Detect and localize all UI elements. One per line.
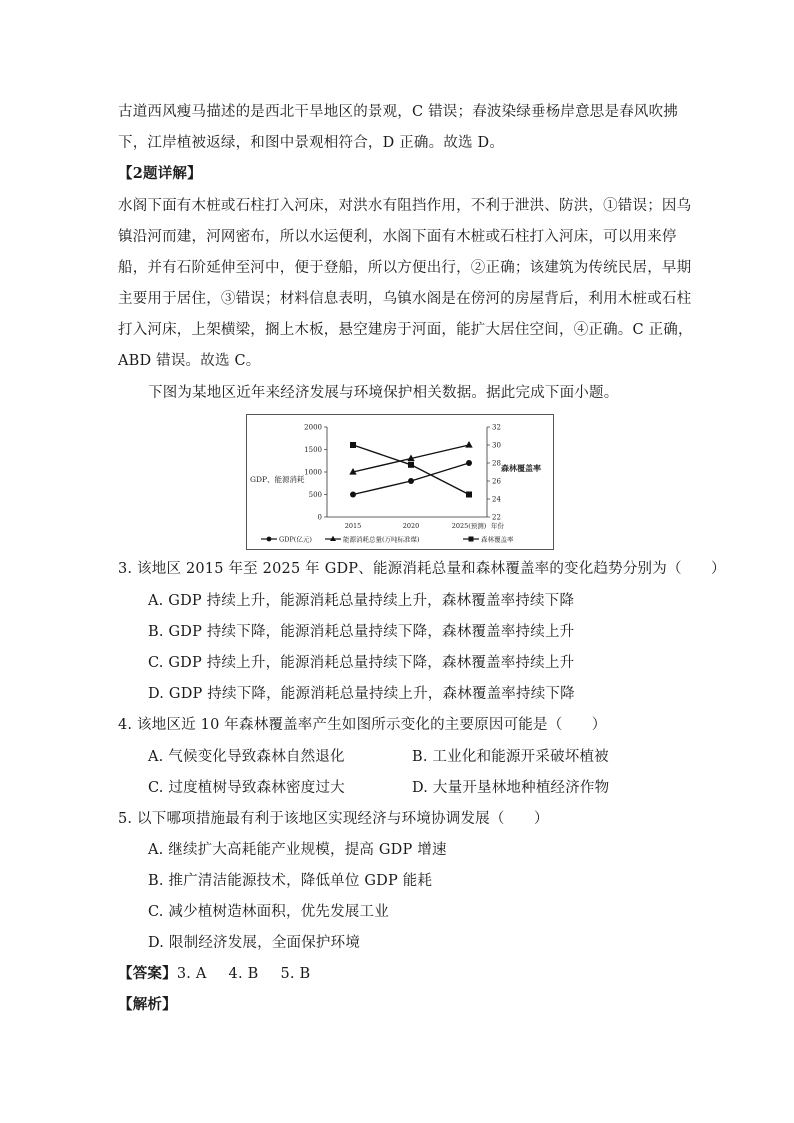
question-3-option-d: D. GDP 持续下降，能源消耗总量持续上升，森林覆盖率持续下降 (148, 686, 575, 702)
y-left-tick-label: 500 (308, 491, 322, 499)
legend-label: GDP(亿元) (279, 535, 312, 544)
question-5-stem: 5. 以下哪项措施最有利于该地区实现经济与环境协调发展（ ） (118, 811, 549, 827)
answer-item: 5. B (280, 966, 311, 982)
series-line-square (353, 445, 469, 495)
chart (246, 414, 554, 550)
legend-marker-square (469, 537, 474, 542)
explanation-line: 水阁下面有木桩或石柱打入河床，对洪水有阻挡作用，不利于泄洪、防洪，①错误；因乌 (118, 198, 692, 214)
y-left-tick-label: 2000 (304, 423, 322, 432)
question-5-option-d: D. 限制经济发展，全面保护环境 (148, 935, 361, 951)
y-right-tick-label: 28 (492, 459, 501, 468)
explanation-line: ABD 错误。故选 C。 (118, 353, 261, 369)
question-4-option-d: D. 大量开垦林地种植经济作物 (412, 780, 610, 796)
data-point-square (408, 462, 414, 468)
question-4-option-a: A. 气候变化导致森林自然退化 (148, 749, 345, 765)
y-left-tick-label: 1500 (304, 446, 322, 454)
question-5-option-a: A. 继续扩大高耗能产业规模，提高 GDP 增速 (148, 842, 447, 858)
data-point-circle (408, 478, 414, 484)
x-tick-label: 2015 (344, 522, 362, 530)
question-4-option-b: B. 工业化和能源开采破坏植被 (412, 749, 609, 765)
x-tick-label: 2020 (402, 522, 420, 530)
data-point-circle (466, 460, 472, 466)
explanation-line: 镇沿河而建，河网密布，所以水运便利，水阁下面有木桩或石柱打入河床，可以用来停 (118, 229, 677, 245)
y-axis-label-right: 森林覆盖率 (501, 463, 541, 473)
y-right-tick-label: 24 (492, 495, 501, 504)
y-right-tick-label: 32 (492, 423, 501, 432)
data-point-triangle (465, 441, 472, 448)
explanation-line: 下，江岸植被返绿，和图中景观相符合，D 正确。故选 D。 (118, 135, 505, 151)
question-5-option-b: B. 推广清洁能源技术，降低单位 GDP 能耗 (148, 873, 433, 889)
question-4-stem: 4. 该地区近 10 年森林覆盖率产生如图所示变化的主要原因可能是（ ） (118, 717, 607, 733)
section-heading: 【2题详解】 (118, 165, 202, 182)
y-right-tick-label: 30 (492, 441, 501, 450)
question-5-option-c: C. 减少植树造林面积，优先发展工业 (148, 904, 389, 920)
x-axis-label: 年份 (491, 522, 504, 530)
question-3-stem: 3. 该地区 2015 年至 2025 年 GDP、能源消耗总量和森林覆盖率的变化趋势分别为（ ） (118, 561, 726, 577)
y-right-tick-label: 22 (492, 513, 501, 522)
explanation-line: 船，并有石阶延伸至河中，便于登船，所以方便出行，②正确；该建筑为传统民居，早期 (118, 260, 692, 276)
answer-item: 3. A (176, 966, 207, 982)
y-left-tick-label: 0 (317, 513, 322, 522)
answer-item: 4. B (228, 966, 259, 982)
answer-label: 【答案】 (118, 965, 177, 982)
x-tick-label: 2025(预测) (451, 522, 487, 530)
answer-line (118, 964, 310, 984)
question-3-option-b: B. GDP 持续下降，能源消耗总量持续下降，森林覆盖率持续上升 (148, 624, 575, 640)
question-3-option-c: C. GDP 持续上升，能源消耗总量持续下降，森林覆盖率持续上升 (148, 655, 575, 671)
legend-marker-circle (267, 537, 272, 542)
question-intro: 下图为某地区近年来经济发展与环境保护相关数据。据此完成下面小题。 (148, 385, 619, 401)
y-left-tick-label: 1000 (304, 468, 322, 477)
legend-label: 能源消耗总量(万吨标准煤) (343, 535, 420, 544)
y-axis-label-left: GDP、能源消耗 (250, 475, 305, 484)
y-right-tick-label: 26 (492, 477, 501, 486)
analysis-heading: 【解析】 (118, 996, 177, 1013)
explanation-line: 主要用于居住，③错误；材料信息表明，乌镇水阁是在傍河的房屋背后，利用木桩或石柱 (118, 291, 692, 307)
legend-label: 森林覆盖率 (481, 535, 514, 544)
explanation-line: 古道西风瘦马描述的是西北干旱地区的景观，C 错误；春波染绿垂杨岸意思是春风吹拂 (118, 104, 679, 120)
data-point-square (350, 442, 356, 448)
data-point-square (466, 492, 472, 498)
question-3-option-a: A. GDP 持续上升，能源消耗总量持续上升，森林覆盖率持续下降 (148, 593, 575, 609)
explanation-line: 打入河床，上架横梁，搁上木板，悬空建房于河面，能扩大居住空间，④正确。C 正确， (118, 322, 693, 338)
question-4-option-c: C. 过度植树导致森林密度过大 (148, 780, 345, 796)
data-point-circle (350, 492, 356, 498)
